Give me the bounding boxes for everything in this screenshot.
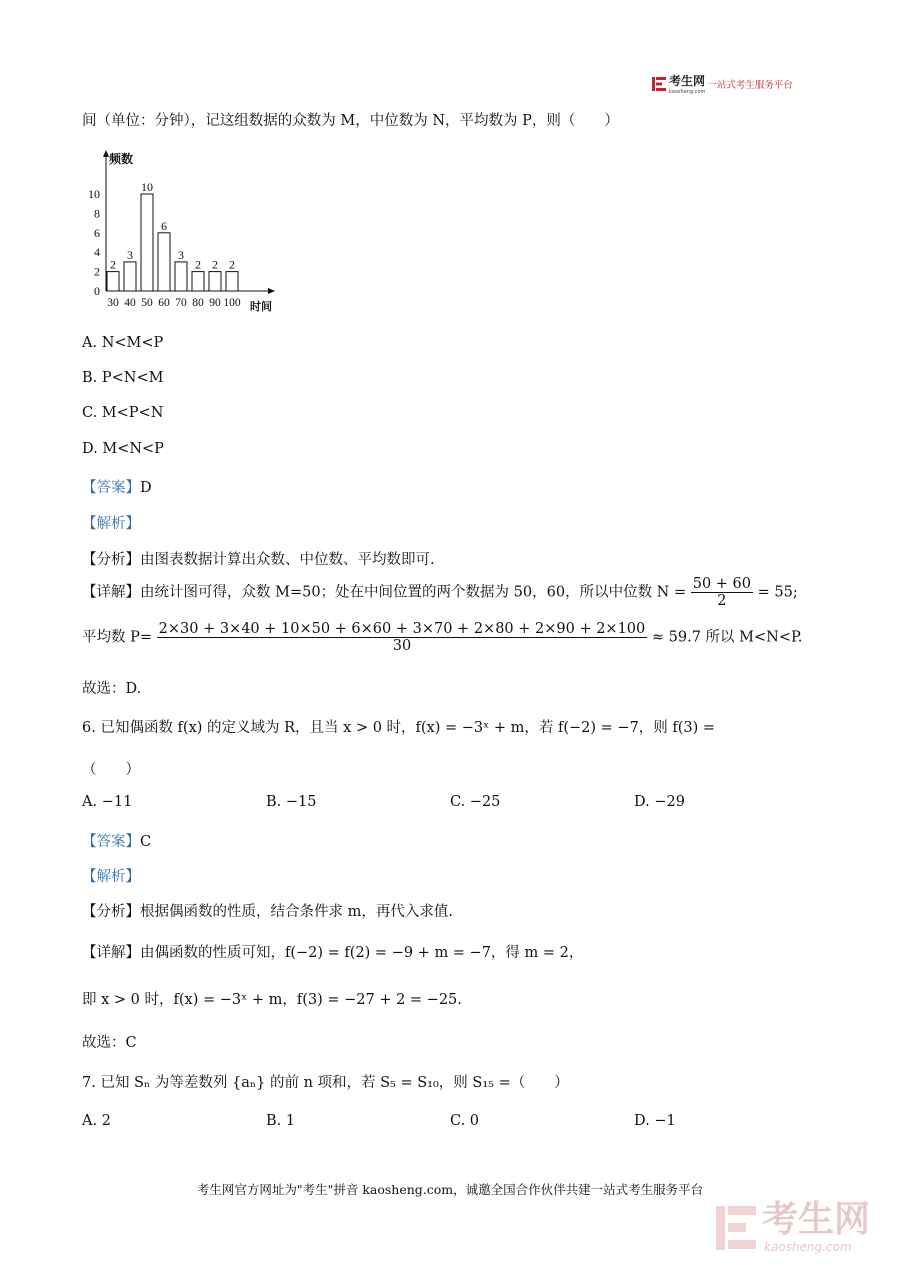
q7-option-b: B. 1 <box>266 1113 296 1129</box>
bar-value-label: 6 <box>161 218 167 233</box>
q7-option-d: D. −1 <box>634 1113 676 1129</box>
q6-fenxi <box>82 900 453 921</box>
median-numerator: 50 + 60 <box>692 576 752 592</box>
median-fraction <box>691 576 753 609</box>
y-axis-label: 频数 <box>109 152 134 166</box>
histogram-chart <box>80 148 280 318</box>
watermark-logo <box>716 1200 886 1260</box>
header-logo <box>652 74 793 94</box>
logo-text <box>669 73 705 95</box>
watermark-mark-icon <box>716 1204 756 1252</box>
histogram-bar <box>226 272 238 291</box>
histogram-bar <box>124 262 136 291</box>
median-denominator: 2 <box>717 593 727 609</box>
detail-label: 【详解】 <box>82 945 140 961</box>
q6-paren: （ ） <box>82 762 140 778</box>
q6-detail-line1 <box>82 941 583 962</box>
q5-option-c: C. M<P<N <box>82 405 164 421</box>
histogram-bar <box>107 272 119 291</box>
q5-option-a: A. N<M<P <box>82 335 164 351</box>
x-tick-label: 70 <box>175 297 187 309</box>
q7-stem: 7. 已知 Sₙ 为等差数列 {aₙ} 的前 n 项和，若 S₅ = S₁₀，则 S₁₅ =（ ） <box>82 1075 569 1091</box>
logo-domain: kaosheng.com <box>669 89 706 95</box>
q6-analysis-label: 【解析】 <box>82 869 140 885</box>
histogram-bar <box>209 272 221 291</box>
q6-conclusion: 故选：C <box>82 1035 137 1051</box>
histogram-bar <box>192 272 204 291</box>
x-tick-label: 90 <box>209 297 221 309</box>
median-result: = 55; <box>757 584 798 601</box>
y-tick-label: 4 <box>94 245 100 260</box>
q6-option-b: B. −15 <box>266 794 317 810</box>
detail-text: 由偶函数的性质可知，f(−2) = f(2) = −9 + m = −7，得 m = 2， <box>140 945 584 961</box>
q5-option-d: D. M<N<P <box>82 441 164 457</box>
fenxi-text: 根据偶函数的性质，结合条件求 m，再代入求值. <box>140 904 453 920</box>
x-tick-label: 30 <box>107 297 119 309</box>
watermark-brand: 考生网 <box>762 1199 871 1240</box>
bar-value-label: 2 <box>229 257 235 272</box>
q6-option-d: D. −29 <box>634 794 685 810</box>
x-tick-label: 50 <box>141 297 153 309</box>
x-tick-label: 60 <box>158 297 170 309</box>
answer-label: 【答案】 <box>82 480 140 496</box>
watermark-domain: kaosheng.com <box>764 1240 852 1254</box>
q5-option-b: B. P<N<M <box>82 370 164 386</box>
y-tick-label: 2 <box>94 264 100 279</box>
y-tick-label: 10 <box>88 187 100 201</box>
q5-fenxi <box>82 548 435 569</box>
histogram-bar <box>175 262 187 291</box>
q7-option-c: C. 0 <box>450 1113 480 1129</box>
bar-value-label: 2 <box>195 257 201 272</box>
fenxi-label: 【分析】 <box>82 552 140 568</box>
x-tick-label: 40 <box>124 297 136 309</box>
mean-denominator: 30 <box>392 638 412 654</box>
q5-answer <box>82 476 152 497</box>
mean-result: ≈ 59.7 所以 M<N<P. <box>651 629 803 646</box>
mean-fraction <box>157 621 648 654</box>
q5-conclusion: 故选：D. <box>82 681 142 697</box>
y-tick-label: 0 <box>94 284 100 298</box>
bar-value-label: 3 <box>127 247 133 262</box>
bar-value-label: 2 <box>212 257 218 272</box>
q6-option-a: A. −11 <box>82 794 133 810</box>
q7-options <box>82 1113 782 1133</box>
bar-value-label: 10 <box>141 180 153 194</box>
detail-label: 【详解】 <box>82 584 140 601</box>
bar-value-label: 3 <box>178 247 184 262</box>
q5-analysis-label: 【解析】 <box>82 516 140 532</box>
mean-prefix: 平均数 P= <box>82 629 153 646</box>
y-tick-label: 6 <box>94 225 100 240</box>
x-axis-label: 时间 <box>250 300 272 313</box>
q6-stem: 6. 已知偶函数 f(x) 的定义域为 R，且当 x > 0 时，f(x) = −3ˣ + m，若 f(−2) = −7，则 f(3) = <box>82 720 716 736</box>
mean-numerator: 2×30 + 3×40 + 10×50 + 6×60 + 3×70 + 2×80 + 2×90 + 2×100 <box>158 621 646 637</box>
answer-value: D <box>140 480 152 496</box>
logo-brand: 考生网 <box>669 74 706 88</box>
histogram-bar <box>158 233 170 291</box>
q6-detail-line2: 即 x > 0 时，f(x) = −3ˣ + m，f(3) = −27 + 2 = −25. <box>82 992 462 1008</box>
x-tick-label: 100 <box>223 297 241 309</box>
q5-detail-line1 <box>82 576 798 609</box>
detail-text: 由统计图可得，众数 M=50；处在中间位置的两个数据为 50，60，所以中位数 N = <box>140 584 687 601</box>
fenxi-label: 【分析】 <box>82 904 140 920</box>
q6-option-c: C. −25 <box>450 794 501 810</box>
x-tick-label: 80 <box>192 297 204 309</box>
q5-detail-line2 <box>82 621 802 654</box>
y-tick-label: 8 <box>94 206 100 221</box>
answer-label: 【答案】 <box>82 834 140 850</box>
answer-value: C <box>140 834 152 850</box>
bar-value-label: 2 <box>110 257 116 272</box>
kaosheng-logo-icon <box>652 76 666 92</box>
q6-answer <box>82 830 151 851</box>
q6-options <box>82 794 782 814</box>
header-slogan: 一站式考生服务平台 <box>707 80 793 91</box>
x-axis-arrow <box>268 288 275 294</box>
q5-stem: 间（单位：分钟），记这组数据的众数为 M，中位数为 N，平均数为 P，则（ ） <box>82 113 619 129</box>
q7-option-a: A. 2 <box>82 1113 111 1129</box>
fenxi-text: 由图表数据计算出众数、中位数、平均数即可. <box>140 552 435 568</box>
footer-text: 考生网官方网址为"考生"拼音 kaosheng.com，诚邀全国合作伙伴共建一站式考生服务平台 <box>196 1182 704 1197</box>
histogram-bar <box>141 194 153 291</box>
